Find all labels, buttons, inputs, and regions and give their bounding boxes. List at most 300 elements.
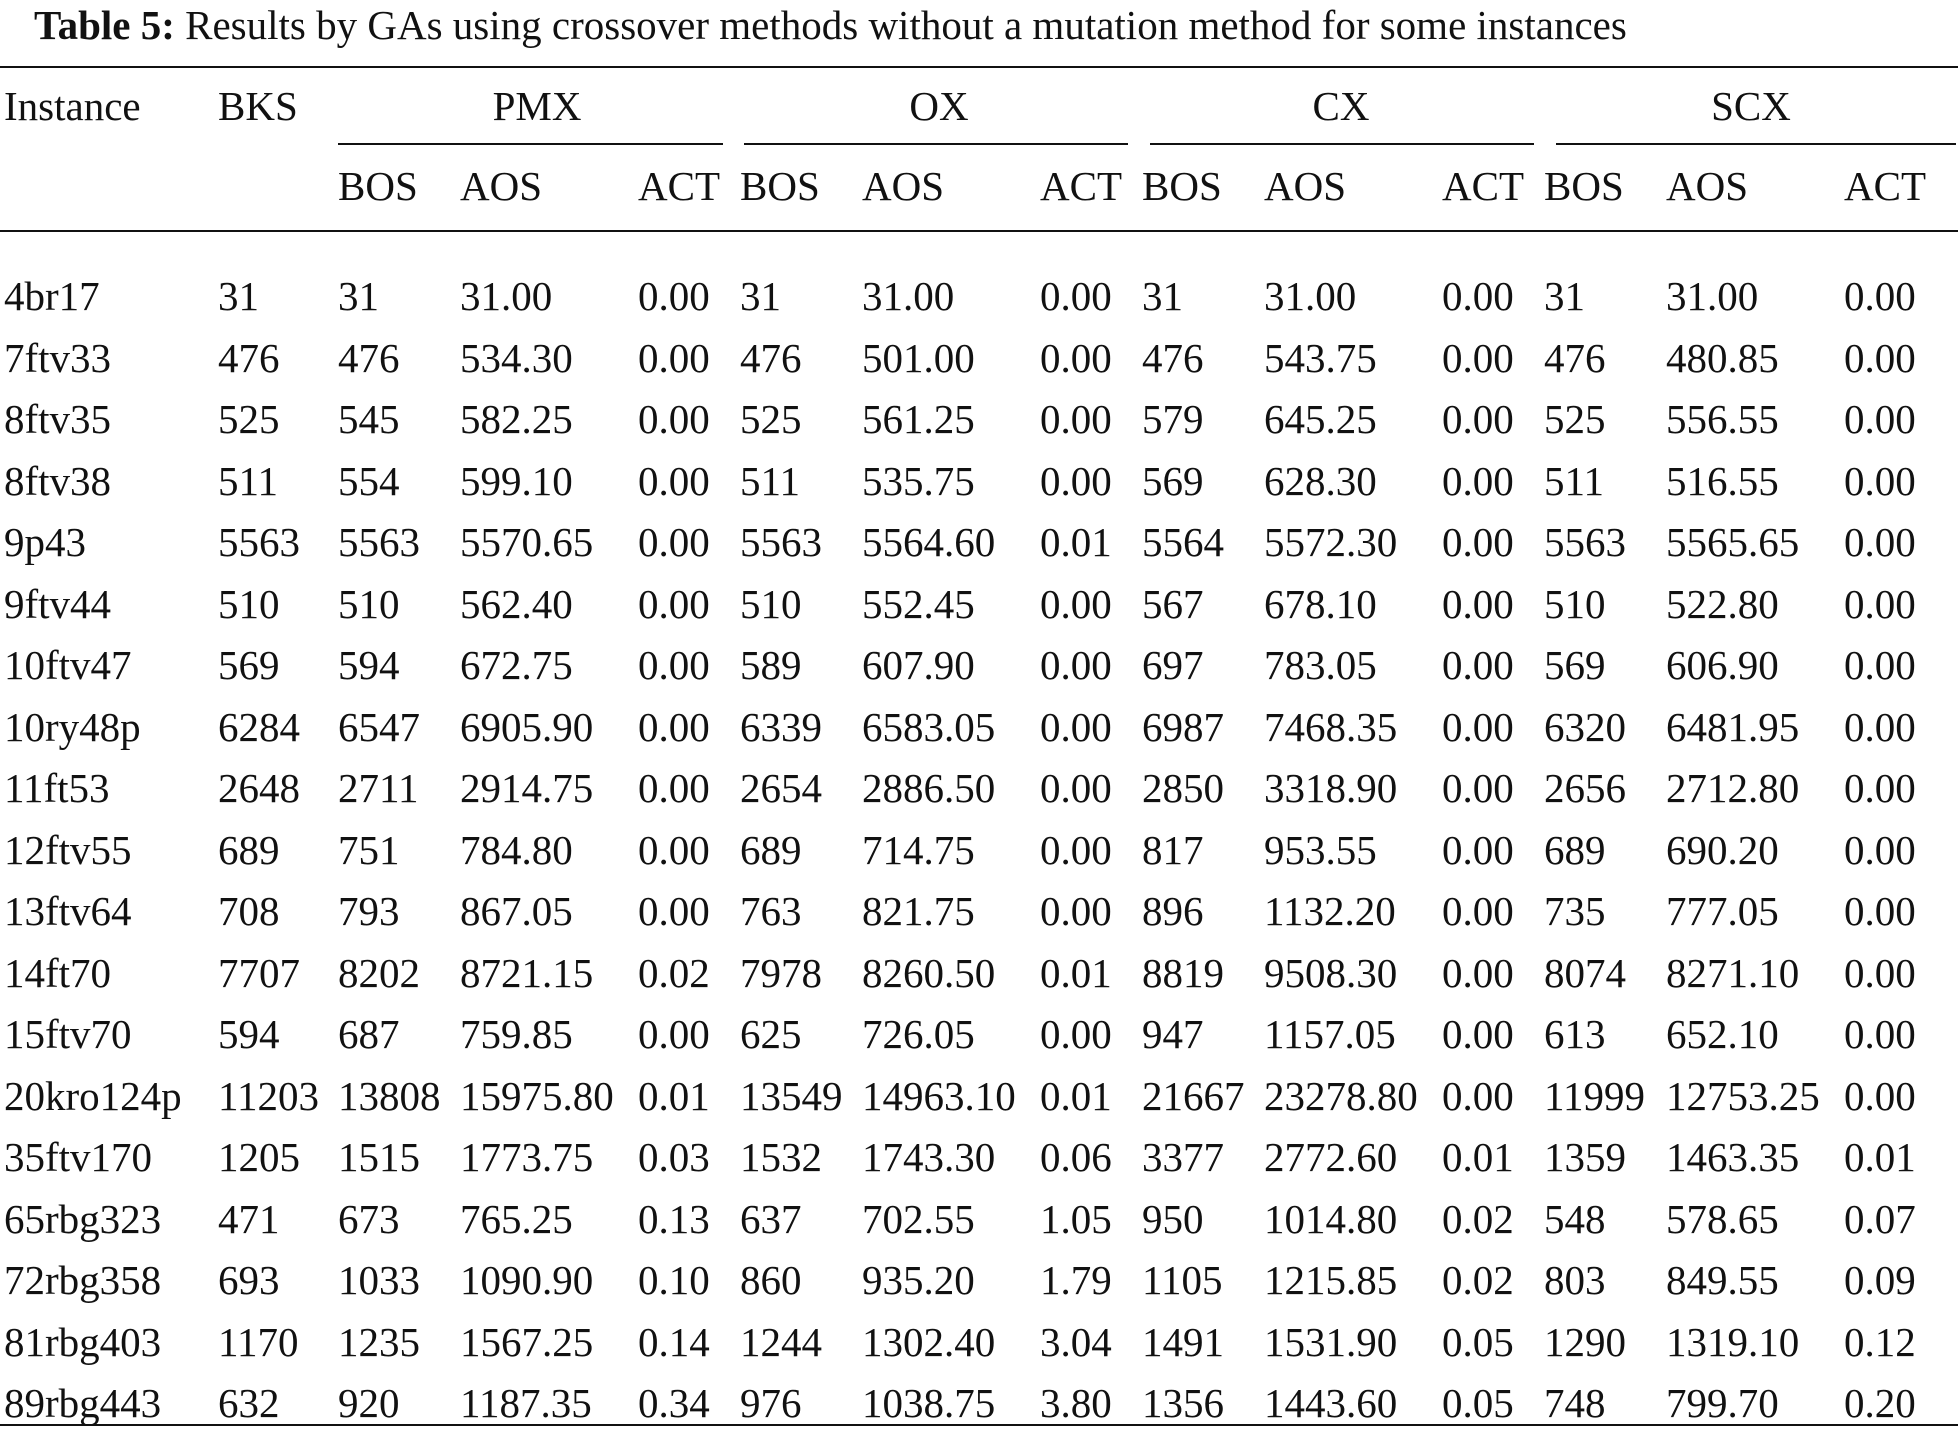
cell-bos: 6987 — [1142, 703, 1224, 750]
cell-bos: 8819 — [1142, 949, 1224, 996]
cell-aos: 672.75 — [460, 642, 573, 689]
cell-bks: 5563 — [218, 519, 300, 566]
cell-bos: 548 — [1544, 1195, 1606, 1242]
cell-bos: 567 — [1142, 580, 1204, 627]
cell-bos: 613 — [1544, 1011, 1606, 1058]
cell-bos: 476 — [1544, 334, 1606, 381]
cell-act: 0.00 — [1442, 1072, 1514, 1119]
cell-act: 0.00 — [1844, 273, 1916, 320]
cell-bos: 510 — [740, 580, 802, 627]
cell-aos: 561.25 — [862, 396, 975, 443]
cell-aos: 652.10 — [1666, 1011, 1779, 1058]
cell-act: 0.01 — [1040, 519, 1112, 566]
cell-bos: 920 — [338, 1380, 400, 1427]
cell-bos: 31 — [338, 273, 379, 320]
cell-act: 0.00 — [638, 396, 710, 443]
cell-bos: 1515 — [338, 1134, 420, 1181]
cell-bos: 637 — [740, 1195, 802, 1242]
header-row-subcols — [0, 140, 1958, 232]
cell-bos: 6339 — [740, 703, 822, 750]
cell-bos: 476 — [338, 334, 400, 381]
cell-bos: 5564 — [1142, 519, 1224, 566]
cell-bks: 476 — [218, 334, 280, 381]
cell-act: 0.00 — [1844, 642, 1916, 689]
cell-aos: 1443.60 — [1264, 1380, 1398, 1427]
cell-act: 0.00 — [638, 334, 710, 381]
cell-bos: 687 — [338, 1011, 400, 1058]
cell-aos: 953.55 — [1264, 826, 1377, 873]
header-row-groups — [0, 72, 1958, 140]
cell-bks: 594 — [218, 1011, 280, 1058]
cell-bos: 673 — [338, 1195, 400, 1242]
cell-bos: 31 — [1142, 273, 1183, 320]
cell-act: 0.00 — [1040, 642, 1112, 689]
cell-bos: 763 — [740, 888, 802, 935]
table-body — [0, 266, 1958, 1435]
subcol-header-aos: AOS — [1264, 162, 1347, 209]
cell-aos: 1319.10 — [1666, 1318, 1800, 1365]
cell-bos: 8074 — [1544, 949, 1626, 996]
cell-bos: 1356 — [1142, 1380, 1224, 1427]
cell-act: 0.00 — [638, 457, 710, 504]
cell-instance: 10ry48p — [4, 703, 141, 750]
cell-act: 0.00 — [1442, 334, 1514, 381]
table-caption-text: Results by GAs using crossover methods without a mutation method for some instances — [185, 2, 1627, 48]
cell-aos: 14963.10 — [862, 1072, 1016, 1119]
cell-aos: 6583.05 — [862, 703, 996, 750]
cell-bks: 1205 — [218, 1134, 300, 1181]
cell-act: 0.00 — [1844, 457, 1916, 504]
cell-act: 0.12 — [1844, 1318, 1916, 1365]
cell-bks: 689 — [218, 826, 280, 873]
cell-bos: 7978 — [740, 949, 822, 996]
cell-aos: 5565.65 — [1666, 519, 1800, 566]
table-row — [0, 451, 1958, 513]
cell-bks: 11203 — [218, 1072, 319, 1119]
cell-aos: 702.55 — [862, 1195, 975, 1242]
cell-bks: 2648 — [218, 765, 300, 812]
cell-act: 0.00 — [1442, 1011, 1514, 1058]
cell-act: 0.01 — [1040, 1072, 1112, 1119]
cell-aos: 1773.75 — [460, 1134, 594, 1181]
cell-bos: 2850 — [1142, 765, 1224, 812]
cell-bos: 947 — [1142, 1011, 1204, 1058]
subcol-header-bos: BOS — [740, 162, 820, 209]
cell-act: 0.01 — [1040, 949, 1112, 996]
cell-bos: 476 — [1142, 334, 1204, 381]
table-caption-label: Table 5: — [34, 2, 175, 48]
table-row — [0, 881, 1958, 943]
cell-act: 0.00 — [1442, 642, 1514, 689]
cell-act: 0.00 — [1844, 1011, 1916, 1058]
cell-act: 0.00 — [1844, 949, 1916, 996]
table-row — [0, 1004, 1958, 1066]
cell-act: 0.00 — [1040, 1011, 1112, 1058]
cell-act: 0.00 — [1844, 703, 1916, 750]
cell-aos: 23278.80 — [1264, 1072, 1418, 1119]
cell-bos: 950 — [1142, 1195, 1204, 1242]
cell-aos: 690.20 — [1666, 826, 1779, 873]
cell-aos: 1302.40 — [862, 1318, 996, 1365]
cell-aos: 480.85 — [1666, 334, 1779, 381]
cell-bos: 689 — [1544, 826, 1606, 873]
cell-bos: 976 — [740, 1380, 802, 1427]
cell-bos: 11999 — [1544, 1072, 1645, 1119]
cell-bos: 5563 — [338, 519, 420, 566]
cell-bos: 896 — [1142, 888, 1204, 935]
cell-bks: 511 — [218, 457, 278, 504]
cell-instance: 13ftv64 — [4, 888, 132, 935]
cell-act: 0.00 — [1040, 888, 1112, 935]
cell-act: 0.00 — [1844, 826, 1916, 873]
cell-bos: 554 — [338, 457, 400, 504]
cell-aos: 516.55 — [1666, 457, 1779, 504]
cell-bos: 569 — [1142, 457, 1204, 504]
cell-bos: 697 — [1142, 642, 1204, 689]
cell-aos: 678.10 — [1264, 580, 1377, 627]
subcol-header-aos: AOS — [1666, 162, 1749, 209]
cell-aos: 1157.05 — [1264, 1011, 1396, 1058]
cell-aos: 5564.60 — [862, 519, 996, 566]
cell-bos: 31 — [1544, 273, 1585, 320]
table-row — [0, 389, 1958, 451]
cell-act: 0.34 — [638, 1380, 710, 1427]
cell-act: 0.01 — [1844, 1134, 1916, 1181]
cell-act: 3.04 — [1040, 1318, 1112, 1365]
table-row — [0, 758, 1958, 820]
subcol-header-bos: BOS — [338, 162, 418, 209]
cell-aos: 607.90 — [862, 642, 975, 689]
cell-instance: 9p43 — [4, 519, 86, 566]
cell-act: 0.00 — [1442, 826, 1514, 873]
cell-instance: 89rbg443 — [4, 1380, 162, 1427]
cell-bos: 1033 — [338, 1257, 420, 1304]
cell-act: 0.00 — [1442, 703, 1514, 750]
cell-aos: 1567.25 — [460, 1318, 594, 1365]
cell-act: 3.80 — [1040, 1380, 1112, 1427]
cell-bos: 2656 — [1544, 765, 1626, 812]
table-row — [0, 328, 1958, 390]
cell-aos: 534.30 — [460, 334, 573, 381]
cell-act: 0.00 — [638, 765, 710, 812]
cell-bos: 594 — [338, 642, 400, 689]
cell-act: 0.05 — [1442, 1318, 1514, 1365]
table-row — [0, 574, 1958, 636]
table-row — [0, 635, 1958, 697]
cell-act: 0.06 — [1040, 1134, 1112, 1181]
group-header-scx: SCX — [1711, 82, 1791, 129]
table-row — [0, 1066, 1958, 1128]
cell-aos: 31.00 — [460, 273, 553, 320]
cell-instance: 10ftv47 — [4, 642, 132, 689]
cell-bos: 803 — [1544, 1257, 1606, 1304]
cell-aos: 628.30 — [1264, 457, 1377, 504]
cell-bos: 860 — [740, 1257, 802, 1304]
cell-bos: 793 — [338, 888, 400, 935]
cell-aos: 6481.95 — [1666, 703, 1800, 750]
cell-act: 0.00 — [638, 519, 710, 566]
cell-instance: 12ftv55 — [4, 826, 132, 873]
cell-aos: 1743.30 — [862, 1134, 996, 1181]
cell-bos: 1105 — [1142, 1257, 1223, 1304]
cell-bos: 579 — [1142, 396, 1204, 443]
cell-instance: 7ftv33 — [4, 334, 112, 381]
cell-aos: 31.00 — [1264, 273, 1357, 320]
cell-aos: 784.80 — [460, 826, 573, 873]
table-row — [0, 820, 1958, 882]
cell-bos: 689 — [740, 826, 802, 873]
top-rule — [0, 66, 1958, 68]
col-header-instance: Instance — [4, 82, 141, 129]
cell-act: 0.00 — [638, 580, 710, 627]
table-row — [0, 1373, 1958, 1435]
cell-instance: 20kro124p — [4, 1072, 182, 1119]
cell-instance: 65rbg323 — [4, 1195, 162, 1242]
cell-aos: 606.90 — [1666, 642, 1779, 689]
cell-aos: 726.05 — [862, 1011, 975, 1058]
cell-act: 0.00 — [1040, 457, 1112, 504]
cell-act: 0.00 — [1442, 457, 1514, 504]
cell-act: 1.79 — [1040, 1257, 1112, 1304]
cell-aos: 562.40 — [460, 580, 573, 627]
cell-act: 0.00 — [1040, 580, 1112, 627]
cell-aos: 5570.65 — [460, 519, 594, 566]
cell-bks: 632 — [218, 1380, 280, 1427]
cell-act: 0.05 — [1442, 1380, 1514, 1427]
cell-aos: 8260.50 — [862, 949, 996, 996]
cell-aos: 1531.90 — [1264, 1318, 1398, 1365]
subcol-header-aos: AOS — [460, 162, 543, 209]
cell-act: 0.00 — [638, 642, 710, 689]
cell-act: 0.00 — [1844, 888, 1916, 935]
cell-aos: 2712.80 — [1666, 765, 1800, 812]
cell-bos: 13808 — [338, 1072, 441, 1119]
cell-aos: 1132.20 — [1264, 888, 1396, 935]
cell-aos: 1215.85 — [1264, 1257, 1398, 1304]
cell-aos: 5572.30 — [1264, 519, 1398, 566]
cell-act: 0.00 — [1844, 396, 1916, 443]
cell-bos: 748 — [1544, 1380, 1606, 1427]
cell-bos: 735 — [1544, 888, 1606, 935]
cell-instance: 81rbg403 — [4, 1318, 162, 1365]
cell-bks: 708 — [218, 888, 280, 935]
cell-act: 0.00 — [1442, 949, 1514, 996]
cell-bos: 1532 — [740, 1134, 822, 1181]
cell-bos: 6320 — [1544, 703, 1626, 750]
cell-instance: 11ft53 — [4, 765, 110, 812]
cell-bos: 589 — [740, 642, 802, 689]
cell-instance: 15ftv70 — [4, 1011, 132, 1058]
cell-bos: 625 — [740, 1011, 802, 1058]
table-row — [0, 266, 1958, 328]
cell-bks: 510 — [218, 580, 280, 627]
cell-act: 0.14 — [638, 1318, 710, 1365]
cell-act: 0.00 — [1844, 334, 1916, 381]
col-header-bks: BKS — [218, 82, 298, 129]
cell-bos: 31 — [740, 273, 781, 320]
cell-aos: 1090.90 — [460, 1257, 594, 1304]
cell-aos: 1463.35 — [1666, 1134, 1800, 1181]
cell-bos: 13549 — [740, 1072, 843, 1119]
cell-act: 0.00 — [1844, 580, 1916, 627]
cell-aos: 765.25 — [460, 1195, 573, 1242]
cell-bos: 21667 — [1142, 1072, 1245, 1119]
table-row — [0, 1250, 1958, 1312]
cell-instance: 8ftv38 — [4, 457, 112, 504]
group-header-ox: OX — [909, 82, 969, 129]
cell-act: 0.00 — [1442, 273, 1514, 320]
cell-aos: 599.10 — [460, 457, 573, 504]
cell-act: 0.02 — [638, 949, 710, 996]
cell-aos: 12753.25 — [1666, 1072, 1820, 1119]
cell-act: 0.10 — [638, 1257, 710, 1304]
table-caption — [34, 0, 1954, 50]
cell-aos: 501.00 — [862, 334, 975, 381]
cell-act: 0.20 — [1844, 1380, 1916, 1427]
cell-aos: 1187.35 — [460, 1380, 592, 1427]
cell-aos: 556.55 — [1666, 396, 1779, 443]
cell-bks: 7707 — [218, 949, 300, 996]
cell-act: 0.00 — [1040, 396, 1112, 443]
subcol-header-act: ACT — [1040, 162, 1122, 209]
cell-bos: 510 — [338, 580, 400, 627]
cell-act: 0.00 — [1442, 519, 1514, 566]
cell-bos: 476 — [740, 334, 802, 381]
table-row — [0, 1312, 1958, 1374]
cell-aos: 8271.10 — [1666, 949, 1800, 996]
cell-bos: 817 — [1142, 826, 1204, 873]
cell-aos: 8721.15 — [460, 949, 594, 996]
cell-bos: 511 — [740, 457, 800, 504]
cell-aos: 6905.90 — [460, 703, 594, 750]
cell-bos: 545 — [338, 396, 400, 443]
cell-bks: 31 — [218, 273, 259, 320]
cell-act: 0.00 — [1844, 1072, 1916, 1119]
subcol-header-act: ACT — [1442, 162, 1524, 209]
cell-act: 0.09 — [1844, 1257, 1916, 1304]
cell-act: 0.01 — [638, 1072, 710, 1119]
cell-bos: 3377 — [1142, 1134, 1224, 1181]
cell-act: 0.00 — [1040, 334, 1112, 381]
cell-instance: 9ftv44 — [4, 580, 112, 627]
cell-act: 0.00 — [638, 888, 710, 935]
cell-bos: 2711 — [338, 765, 419, 812]
cell-act: 0.00 — [1442, 888, 1514, 935]
cell-bos: 525 — [1544, 396, 1606, 443]
cell-aos: 31.00 — [1666, 273, 1759, 320]
cell-act: 0.00 — [1040, 273, 1112, 320]
cell-bos: 751 — [338, 826, 400, 873]
cell-instance: 14ft70 — [4, 949, 112, 996]
cell-aos: 7468.35 — [1264, 703, 1398, 750]
cell-bks: 693 — [218, 1257, 280, 1304]
cell-aos: 2886.50 — [862, 765, 996, 812]
cell-bos: 511 — [1544, 457, 1604, 504]
cell-aos: 2914.75 — [460, 765, 594, 812]
cell-act: 0.00 — [1442, 396, 1514, 443]
cell-aos: 9508.30 — [1264, 949, 1398, 996]
cell-bks: 525 — [218, 396, 280, 443]
cell-bos: 5563 — [1544, 519, 1626, 566]
table-row — [0, 512, 1958, 574]
cell-bos: 5563 — [740, 519, 822, 566]
cell-instance: 72rbg358 — [4, 1257, 162, 1304]
group-header-cx: CX — [1312, 82, 1370, 129]
subcol-header-bos: BOS — [1142, 162, 1222, 209]
cell-act: 0.07 — [1844, 1195, 1916, 1242]
cell-aos: 582.25 — [460, 396, 573, 443]
cell-bos: 1235 — [338, 1318, 420, 1365]
cell-aos: 535.75 — [862, 457, 975, 504]
cell-bos: 525 — [740, 396, 802, 443]
subcol-header-act: ACT — [1844, 162, 1926, 209]
cell-aos: 1038.75 — [862, 1380, 996, 1427]
cell-act: 0.01 — [1442, 1134, 1514, 1181]
subcol-header-aos: AOS — [862, 162, 945, 209]
cell-act: 0.03 — [638, 1134, 710, 1181]
cell-act: 0.02 — [1442, 1195, 1514, 1242]
cell-bos: 8202 — [338, 949, 420, 996]
cell-act: 0.00 — [638, 703, 710, 750]
cell-aos: 522.80 — [1666, 580, 1779, 627]
cell-bks: 471 — [218, 1195, 280, 1242]
cell-aos: 552.45 — [862, 580, 975, 627]
table-row — [0, 697, 1958, 759]
cell-act: 0.00 — [1442, 765, 1514, 812]
cell-act: 0.02 — [1442, 1257, 1514, 1304]
cell-aos: 645.25 — [1264, 396, 1377, 443]
cell-aos: 867.05 — [460, 888, 573, 935]
cell-bks: 569 — [218, 642, 280, 689]
cell-aos: 821.75 — [862, 888, 975, 935]
cell-act: 0.00 — [1844, 765, 1916, 812]
cell-act: 0.00 — [638, 826, 710, 873]
cell-bos: 569 — [1544, 642, 1606, 689]
cell-act: 0.00 — [1040, 826, 1112, 873]
cell-act: 0.00 — [638, 1011, 710, 1058]
cell-bos: 1290 — [1544, 1318, 1626, 1365]
cell-aos: 783.05 — [1264, 642, 1377, 689]
cell-bos: 2654 — [740, 765, 822, 812]
table-row — [0, 1127, 1958, 1189]
cell-bos: 1244 — [740, 1318, 822, 1365]
cell-bos: 6547 — [338, 703, 420, 750]
cell-aos: 849.55 — [1666, 1257, 1779, 1304]
table-row — [0, 1189, 1958, 1251]
cell-aos: 578.65 — [1666, 1195, 1779, 1242]
cell-aos: 2772.60 — [1264, 1134, 1398, 1181]
cell-bos: 1359 — [1544, 1134, 1626, 1181]
cell-instance: 4br17 — [4, 273, 100, 320]
cell-aos: 31.00 — [862, 273, 955, 320]
cell-aos: 15975.80 — [460, 1072, 614, 1119]
cell-act: 0.00 — [1844, 519, 1916, 566]
cell-act: 0.00 — [1040, 703, 1112, 750]
cell-aos: 543.75 — [1264, 334, 1377, 381]
subcol-header-act: ACT — [638, 162, 720, 209]
cell-act: 1.05 — [1040, 1195, 1112, 1242]
cell-aos: 799.70 — [1666, 1380, 1779, 1427]
cell-aos: 777.05 — [1666, 888, 1779, 935]
subcol-header-bos: BOS — [1544, 162, 1624, 209]
cell-aos: 3318.90 — [1264, 765, 1398, 812]
group-header-pmx: PMX — [492, 82, 582, 129]
table-row — [0, 943, 1958, 1005]
cell-bos: 1491 — [1142, 1318, 1224, 1365]
cell-act: 0.00 — [1040, 765, 1112, 812]
cell-instance: 8ftv35 — [4, 396, 112, 443]
results-table — [0, 72, 1958, 1435]
